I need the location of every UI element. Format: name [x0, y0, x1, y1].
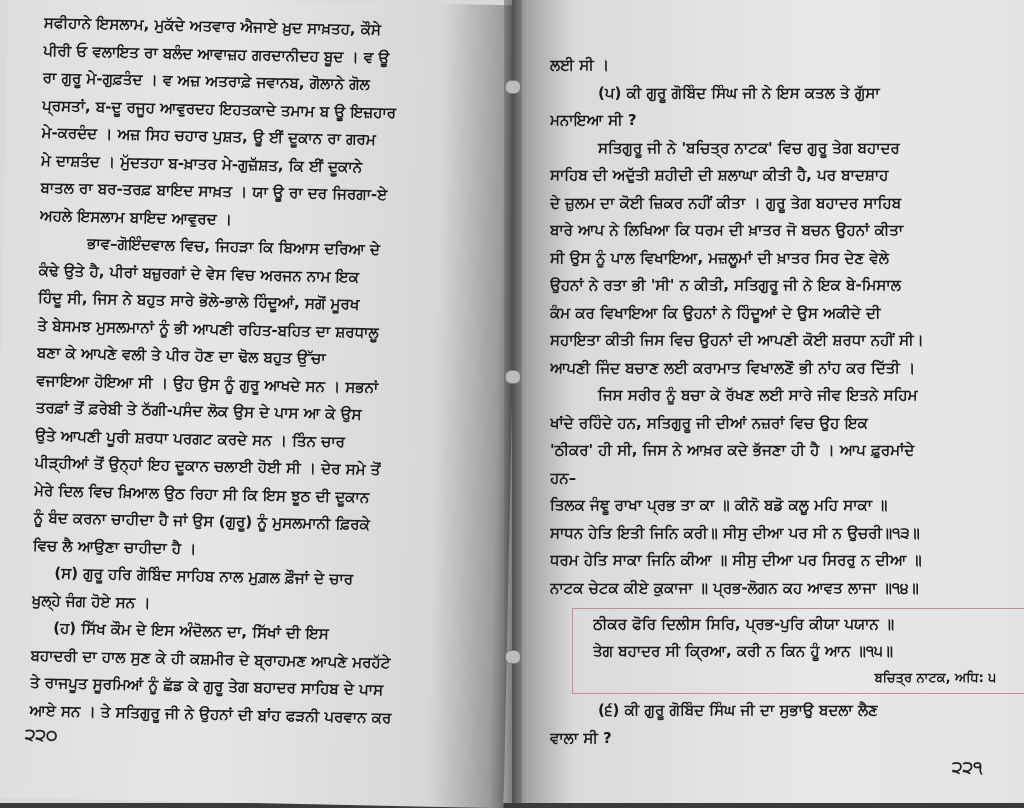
text-line: (ਹ) ਸਿੱਖ ਕੌਮ ਦੇ ਇਸ ਅੰਦੋਲਨ ਦਾ, ਸਿੱਖਾਂ ਦੀ ਇਸ — [53, 618, 329, 643]
text-line: ਲਈ ਸੀ । — [550, 56, 610, 74]
text-line: ਆਏ ਸਨ । ਤੇ ਸਤਿਗੁਰੂ ਜੀ ਨੇ ਉਹਨਾਂ ਦੀ ਬਾਂਹ ਫੜਨੀ ਪਰਵਾਨ ਕਰ — [29, 700, 392, 727]
text-line: ਤੇ ਬੇਸਮਝ ਮੁਸਲਮਾਨਾਂ ਨੂੰ ਭੀ ਆਪਣੀ ਰਹਿਤ-ਬਹਿਤ ਦਾ ਸ਼ਰਧਾਲੂ — [37, 315, 379, 342]
text-line: ਖੁਲ੍ਹੇ ਜੰਗ ਹੋਏ ਸਨ । — [31, 590, 151, 612]
text-line: ਭਾਵ–ਗੋਇੰਦਵਾਲ ਵਿਚ, ਜਿਹੜਾ ਕਿ ਬਿਆਸ ਦਰਿਆ ਦੇ — [87, 234, 381, 259]
text-line: ਖਾਂਦੇ ਰਹਿੰਦੇ ਹਨ, ਸਤਿਗੁਰੂ ਜੀ ਦੀਆਂ ਨਜ਼ਰਾਂ ਵਿਚ ਉਹ ਇਕ — [550, 413, 868, 432]
text-line: ਪ੍ਰਸਤਾਂ, ਬ-ਦੂ ਰਜੂਹ ਆਵੁਰਦਹ ਇਹਤਕਾਦੇ ਤਮਾਮ ਬ ਊ ਇਜ਼ਹਾਰ — [41, 95, 397, 122]
binding-stitch — [505, 80, 521, 94]
text-line: ਮਨਾਇਆ ਸੀ ? — [550, 111, 637, 129]
text-line: ਅਹਲੇ ਇਸਲਾਮ ਬਾਇਦ ਆਵੁਰਦ । — [39, 205, 233, 228]
question-six — [550, 697, 878, 752]
text-line: ਮੇ ਦਾਸ਼ਤੰਦ । ਮੁੱਦਤਹਾ ਬ-ਖ਼ਾਤਰ ਮੇ-ਗੁਜ਼ੱਸ਼ਤ, ਕਿ ਈਂ ਦੂਕਾਨੇ — [40, 150, 363, 176]
right-page-text — [550, 52, 1020, 602]
verse-reference: ਬਚਿਤ੍ਰ ਨਾਟਕ, ਅਧਿ: ੫ — [874, 671, 996, 686]
text-line: ਮੇ-ਕਰਦੰਦ । ਅਜ਼ ਸਿਹ ਚਹਾਰ ਪੁਸ਼ਤ, ਊ ਈਂ ਦੂਕਾਨ ਰਾ ਗਰਮ — [41, 123, 376, 149]
text-line: ਬਾਤਲ ਰਾ ਬਰ-ਤਰਫ਼ ਬਾਇਦ ਸਾਖ਼ਤ । ਯਾ ਊ ਰਾ ਦਰ ਜਿਰਗਾ-ਏ — [40, 178, 388, 204]
text-line: ਆਪਣੀ ਜਿੰਦ ਬਚਾਣ ਲਈ ਕਰਾਮਾਤ ਵਿਖਾਲਣੋਂ ਭੀ ਨਾਂਹ ਕਰ ਦਿੱਤੀ । — [550, 358, 916, 377]
verse-line: ਤਿਲਕ ਜੰਞੂ ਰਾਖਾ ਪ੍ਰਭ ਤਾ ਕਾ ॥ ਕੀਨੋ ਬਡੋ ਕਲੂ ਮਹਿ ਸਾਕਾ ॥ — [550, 496, 888, 514]
text-line: ਉਹਨਾਂ ਨੇ ਰਤਾ ਭੀ 'ਸੀ' ਨ ਕੀਤੀ, ਸਤਿਗੁਰੂ ਜੀ ਨੇ ਇਕ ਬੇ-ਮਿਸਾਲ — [550, 276, 901, 294]
text-line: ਤੇ ਰਾਜਪੂਤ ਸੂਰਮਿਆਂ ਨੂੰ ਛੱਡ ਕੇ ਗੁਰੂ ਤੇਗ ਬਹਾਦਰ ਸਾਹਿਬ ਦੇ ਪਾਸ — [29, 673, 384, 699]
text-line: ਮੇਰੇ ਦਿਲ ਵਿਚ ਖ਼ਿਆਲ ਉਠ ਰਿਹਾ ਸੀ ਕਿ ਇਸ ਝੂਠ ਦੀ ਦੂਕਾਨ — [33, 480, 370, 506]
text-line: 'ਠੀਕਰ' ਹੀ ਸੀ, ਜਿਸ ਨੇ ਆਖ਼ਰ ਕਦੇ ਭੱਜਣਾ ਹੀ ਹੈ । ਆਪ ਫ਼ੁਰਮਾਂਦੇ — [550, 441, 915, 459]
left-page-text — [29, 9, 502, 733]
text-line: ਨੂੰ ਬੰਦ ਕਰਨਾ ਚਾਹੀਦਾ ਹੈ ਜਾਂ ਉਸ (ਗੁਰੂ) ਨੂੰ ਮੁਸਲਮਾਨੀ ਫ਼ਿਰਕੇ — [33, 508, 370, 534]
text-line: ਤਰਫ਼ਾਂ ਤੋਂ ਫ਼ਰੇਬੀ ਤੇ ਠੱਗੀ-ਪਸੰਦ ਲੋਕ ਉਸ ਦੇ ਪਾਸ ਆ ਕੇ ਉਸ — [35, 398, 362, 424]
text-line: ਜਿਸ ਸਰੀਰ ਨੂੰ ਬਚਾ ਕੇ ਰੱਖਣ ਲਈ ਸਾਰੇ ਜੀਵ ਇਤਨੇ ਸਹਿਮ — [598, 386, 918, 404]
page-number-left: ੨੨੦ — [24, 725, 58, 746]
text-line: ਸਤਿਗੁਰੂ ਜੀ ਨੇ 'ਬਚਿਤ੍ਰ ਨਾਟਕ' ਵਿਚ ਗੁਰੂ ਤੇਗ ਬਹਾਦਰ — [598, 138, 900, 157]
text-line: ਹਨ– — [550, 468, 577, 487]
text-line: ਦੇ ਜ਼ੁਲਮ ਦਾ ਕੋਈ ਜ਼ਿਕਰ ਨਹੀਂ ਕੀਤਾ । ਗੁਰੂ ਤੇਗ ਬਹਾਦਰ ਸਾਹਿਬ — [550, 193, 902, 212]
text-line: ਸੀ ਉਸ ਨੂੰ ਪਾਲ ਵਿਖਾਇਆ, ਮਜ਼ਲੂਮਾਂ ਦੀ ਖ਼ਾਤਰ ਸਿਰ ਦੇਣ ਵੇਲੇ — [550, 248, 889, 267]
binding-stitch — [505, 650, 521, 664]
text-line: ਸਹਾਇਤਾ ਕੀਤੀ ਜਿਸ ਵਿਚ ਉਹਨਾਂ ਦੀ ਆਪਣੀ ਕੋਈ ਸ਼ਰਧਾ ਨਹੀਂ ਸੀ। — [550, 331, 924, 349]
binding-stitch — [505, 370, 521, 384]
verse-line: ਠੀਕਰ ਫੋਰਿ ਦਿਲੀਸ ਸਿਰਿ, ਪ੍ਰਭ-ਪੁਰਿ ਕੀਯਾ ਪਯਾਨ ॥ — [593, 615, 895, 633]
text-line: ਵਜਾਇਆ ਹੋਇਆ ਸੀ । ਉਹ ਉਸ ਨੂੰ ਗੁਰੂ ਆਖਦੇ ਸਨ । ਸਭਨਾਂ — [36, 370, 379, 397]
verse-line: ਤੇਗ ਬਹਾਦਰ ਸੀ ਕ੍ਰਿਆ, ਕਰੀ ਨ ਕਿਨ ਹੂੰ ਆਨ ॥੧੫॥ — [593, 642, 893, 660]
text-line: (੬) ਕੀ ਗੁਰੂ ਗੋਬਿੰਦ ਸਿੰਘ ਜੀ ਦਾ ਸੁਭਾਉ ਬਦਲਾ ਲੈਣ — [598, 701, 878, 719]
text-line: ਬਾਰੇ ਆਪ ਨੇ ਲਿਖਿਆ ਕਿ ਧਰਮ ਦੀ ਖ਼ਾਤਰ ਜੋ ਬਚਨ ਉਹਨਾਂ ਕੀਤਾ — [550, 221, 904, 239]
text-line: ਰਾ ਗੁਰੂ ਮੇ-ਗੁਫ਼ਤੰਦ । ਵ ਅਜ਼ ਅਤਰਾਫ਼ੇ ਜਵਾਨਬ, ਗੋਲਾਨੇ ਗੋਲ — [42, 68, 370, 94]
page-number-right: ੨੨੧ — [952, 758, 983, 778]
text-line: ਵਾਲਾ ਸੀ ? — [550, 728, 612, 747]
text-line: ਹਿੰਦੂ ਸੀ, ਜਿਸ ਨੇ ਬਹੁਤ ਸਾਰੇ ਭੋਲੇ-ਭਾਲੇ ਹਿੰਦੂਆਂ, ਸਗੋਂ ਮੂਰਖ — [37, 288, 360, 314]
verse-line: ਧਰਮ ਹੇਤਿ ਸਾਕਾ ਜਿਨਿ ਕੀਆ ॥ ਸੀਸੁ ਦੀਆ ਪਰ ਸਿਰਰੁ ਨ ਦੀਆ ॥ — [550, 551, 922, 569]
text-line: ਵਿਚ ਲੈ ਆਉਣਾ ਚਾਹੀਦਾ ਹੈ । — [32, 535, 197, 558]
highlighted-verse-box — [572, 608, 1024, 694]
text-line: (ਪ) ਕੀ ਗੁਰੂ ਗੋਬਿੰਦ ਸਿੰਘ ਜੀ ਨੇ ਇਸ ਕਤਲ ਤੇ ਗੁੱਸਾ — [598, 83, 880, 102]
text-line: ਬਣਾ ਕੇ ਆਪਣੇ ਵਲੀ ਤੇ ਪੀਰ ਹੋਣ ਦਾ ਢੋਲ ਬਹੁਤ ਉੱਚਾ — [36, 343, 326, 368]
text-line: ਬਹਾਦਰੀ ਦਾ ਹਾਲ ਸੁਣ ਕੇ ਹੀ ਕਸ਼ਮੀਰ ਦੇ ਬ੍ਰਾਹਮਣ ਆਪਣੇ ਮਰਹੱਟੇ — [30, 645, 391, 672]
text-line: ਸਾਹਿਬ ਦੀ ਅਦੁੱਤੀ ਸ਼ਹੀਦੀ ਦੀ ਸ਼ਲਾਘਾ ਕੀਤੀ ਹੈ, ਪਰ ਬਾਦਸ਼ਾਹ — [550, 166, 889, 184]
text-line: ਕੰਮ ਕਰ ਵਿਖਾਇਆ ਕਿ ਉਹਨਾਂ ਨੇ ਹਿੰਦੂਆਂ ਦੇ ਉਸ ਅਕੀਦੇ ਦੀ — [550, 303, 881, 322]
text-line: ਪੀਰੀ ਓ ਵਲਾਇਤ ਰਾ ਬਲੰਦ ਆਵਾਜ਼ਹ ਗਰਦਾਨੀਦਹ ਬੂਦ । ਵ ਊ — [43, 40, 390, 67]
text-line: (ਸ) ਗੁਰੂ ਹਰਿ ਗੋਬਿੰਦ ਸਾਹਿਬ ਨਾਲ ਮੁਗ਼ਲ ਫ਼ੌਜਾਂ ਦੇ ਚਾਰ — [54, 563, 354, 589]
verse-line: ਨਾਟਕ ਚੇਟਕ ਕੀਏ ਕੁਕਾਜਾ ॥ ਪ੍ਰਭ-ਲੋਗਨ ਕਹ ਆਵਤ ਲਾਜਾ ॥੧੪॥ — [550, 578, 919, 597]
text-line: ਉਤੇ ਆਪਣੀ ਪੂਰੀ ਸ਼ਰਧਾ ਪਰਗਟ ਕਰਦੇ ਸਨ । ਤਿੰਨ ਚਾਰ — [35, 425, 346, 451]
text-line: ਕੰਢੇ ਉਤੇ ਹੈ, ਪੀਰਾਂ ਬਜ਼ੁਰਗਾਂ ਦੇ ਵੇਸ ਵਿਚ ਅਰਜਨ ਨਾਮ ਇਕ — [38, 260, 360, 286]
text-line: ਸਫੀਹਾਨੇ ਇਸਲਾਮ, ਮੁਕੱਦੇ ਅਤਵਾਰ ਐਜਾਏ ਖ਼ੁਦ ਸਾਖ਼ਤਹ, ਕੌਸੇ — [43, 13, 382, 39]
verse-line: ਸਾਧਨ ਹੇਤਿ ਇਤੀ ਜਿਨਿ ਕਰੀ॥ ਸੀਸੁ ਦੀਆ ਪਰ ਸੀ ਨ ਉਚਰੀ॥੧੩॥ — [550, 523, 920, 542]
book-spine — [504, 0, 522, 803]
text-line: ਪੀੜ੍ਹੀਆਂ ਤੋਂ ਉਨ੍ਹਾਂ ਇਹ ਦੂਕਾਨ ਚਲਾਈ ਹੋਈ ਸੀ । ਦੇਰ ਸਮੇ ਤੋਂ — [34, 453, 381, 479]
right-page — [512, 0, 1024, 803]
